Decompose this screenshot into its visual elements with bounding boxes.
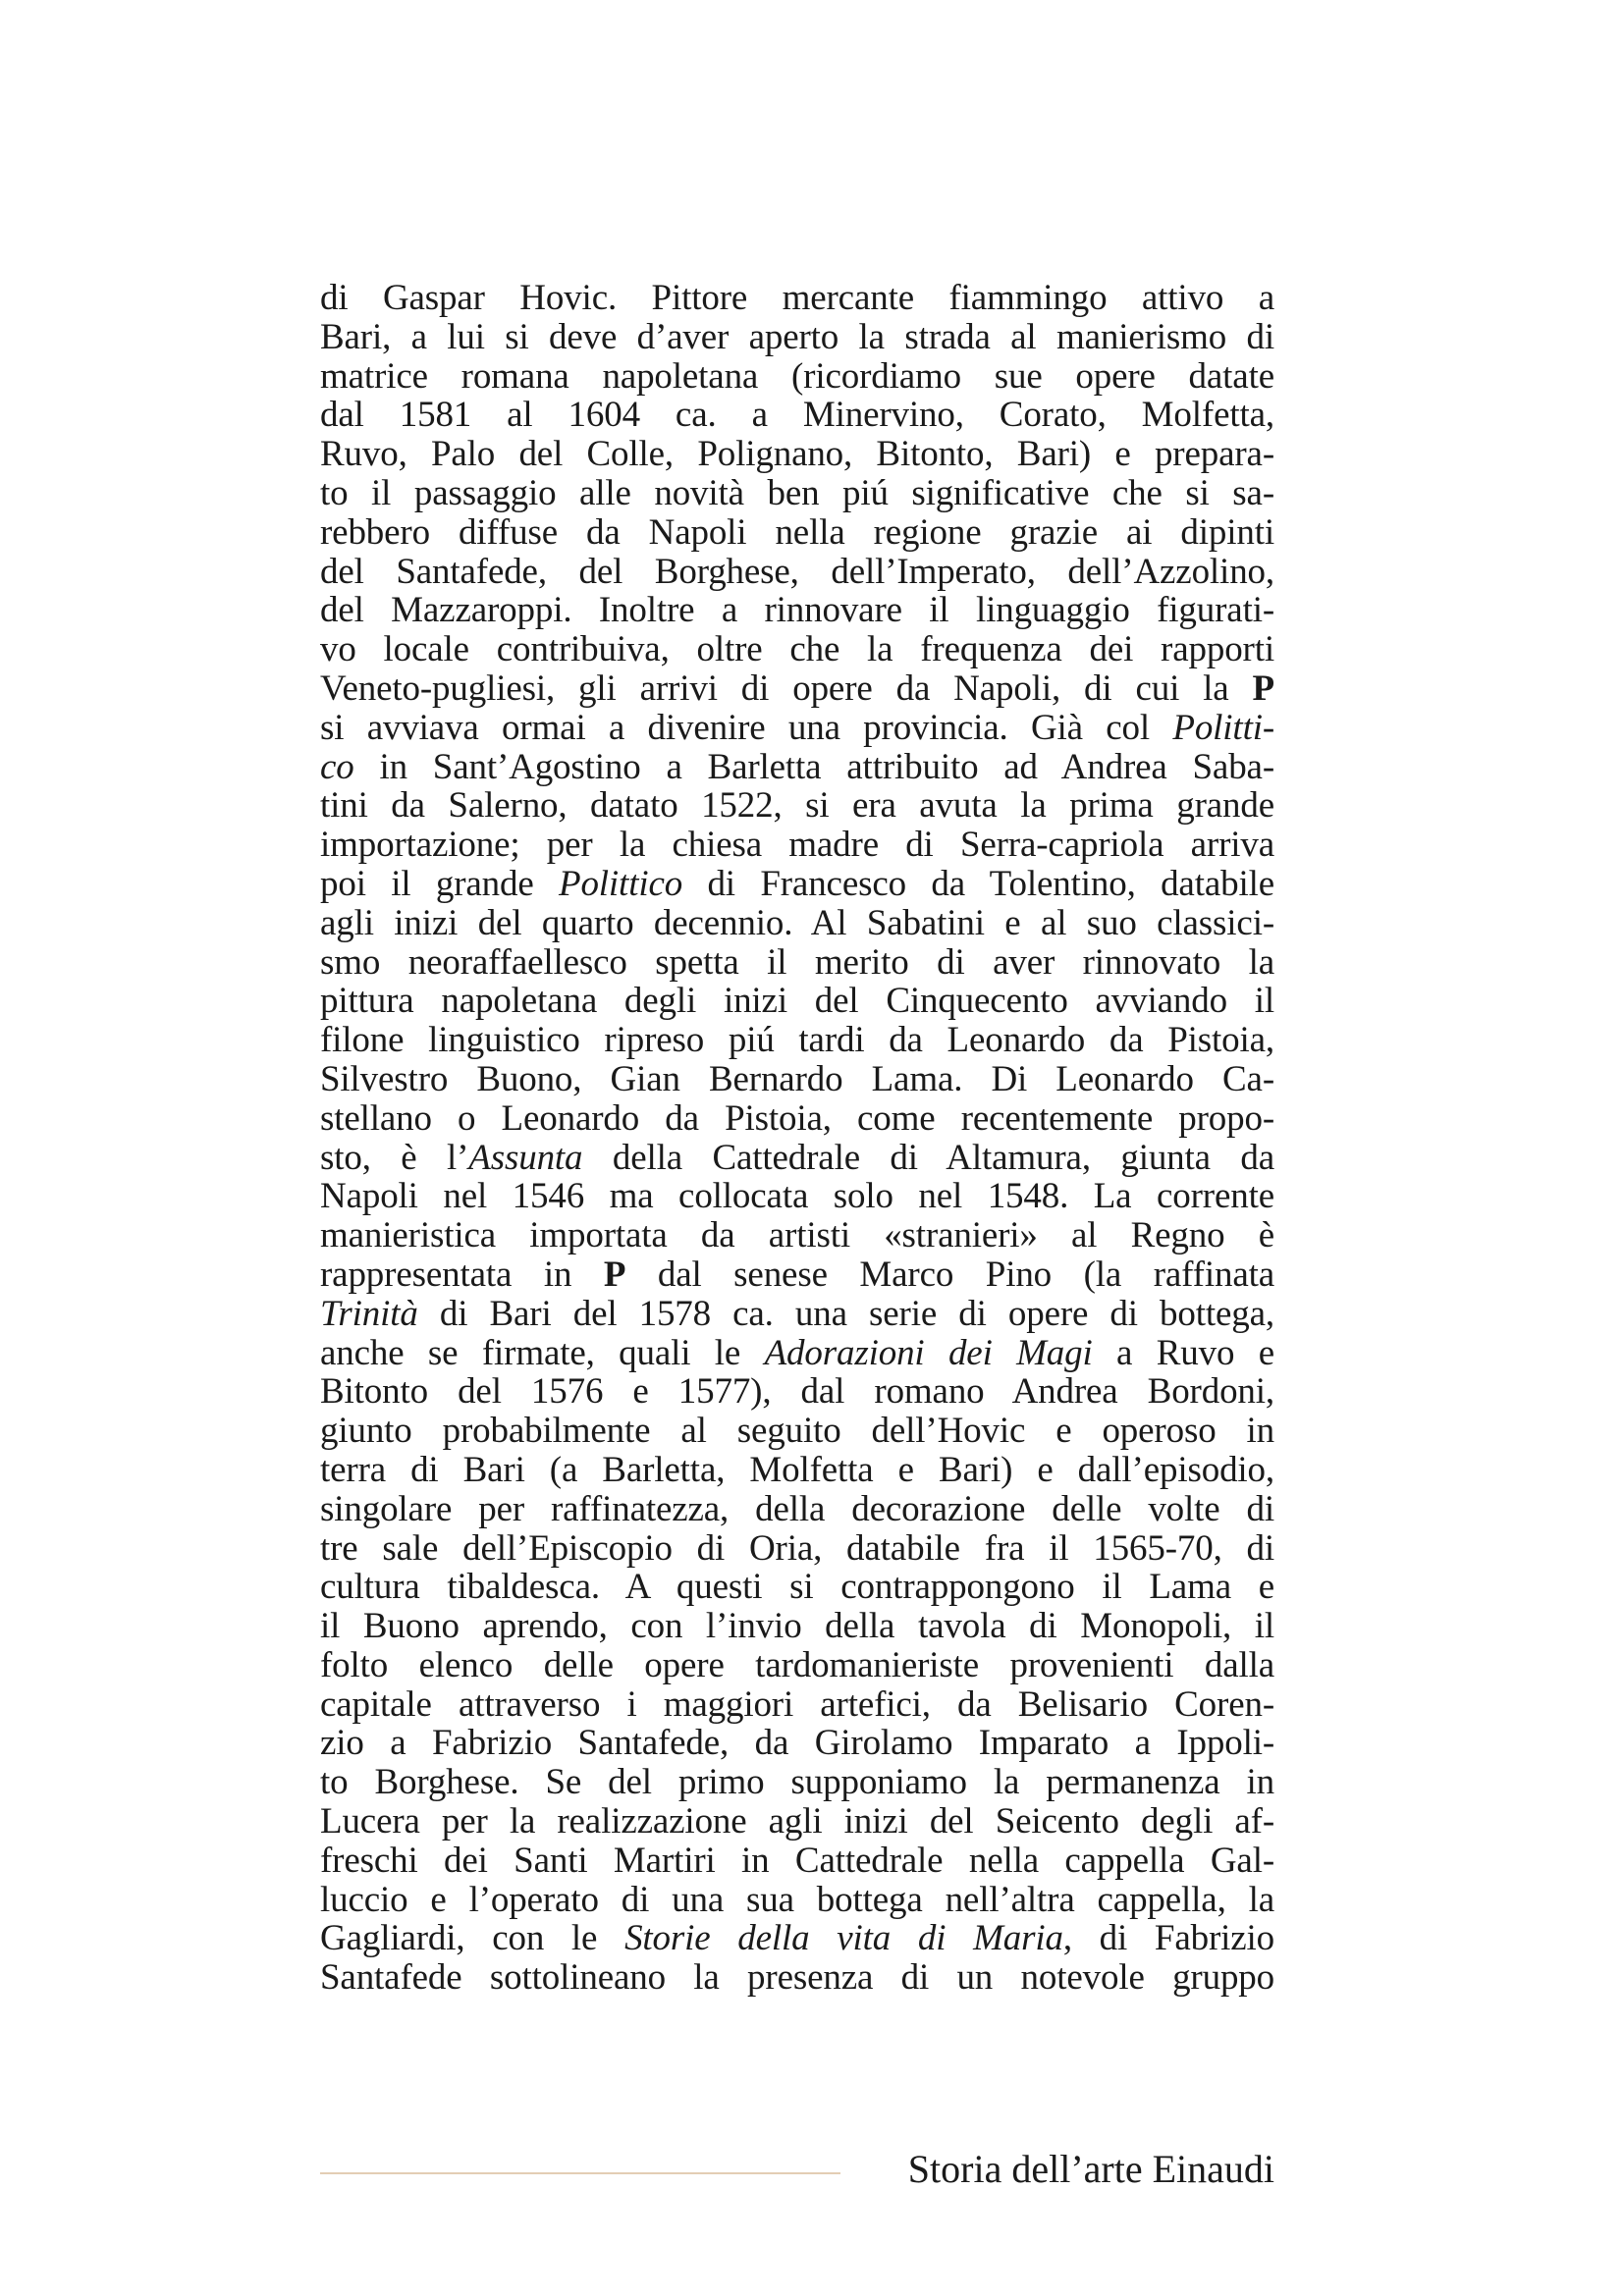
text-run: a Ruvo e [1092, 1332, 1274, 1373]
text-run: Ruvo, Palo del Colle, Polignano, Bitonto, Bari) e prepara- [320, 434, 1274, 475]
text-run: sto, è l’ [320, 1137, 469, 1178]
italic-title: Adorazioni dei Magi [764, 1332, 1093, 1373]
text-run: terra di Bari (a Barletta, Molfetta e Bari) e dall’episodio, [320, 1449, 1274, 1490]
text-line [320, 1958, 1274, 1998]
text-line [320, 1139, 1274, 1178]
text-run: matrice romana napoletana (ricordiamo sue opere datate [320, 355, 1274, 397]
text-line [320, 1763, 1274, 1802]
text-line [320, 865, 1274, 904]
text-line [320, 1099, 1274, 1139]
text-line [320, 748, 1274, 787]
text-run: di Bari del 1578 ca. una serie di opere di bottega, [417, 1293, 1274, 1334]
text-line [320, 1334, 1274, 1373]
text-run: Bitonto del 1576 e 1577), dal romano Andrea Bordoni, [320, 1371, 1274, 1413]
text-line [320, 435, 1274, 474]
text-line [320, 1529, 1274, 1569]
text-line [320, 1724, 1274, 1763]
italic-title: Polittico [559, 863, 683, 904]
italic-title: Assunta [468, 1137, 583, 1178]
text-run: cultura tibaldesca. A questi si contrappongono il Lama e [320, 1567, 1274, 1608]
text-run: , di Fabrizio [1062, 1918, 1274, 1959]
text-line [320, 943, 1274, 983]
text-run: Lucera per la realizzazione agli inizi del Seicento degli af- [320, 1801, 1274, 1842]
text-run: stellano o Leonardo da Pistoia, come recentemente propo- [320, 1097, 1274, 1139]
text-run: importazione; per la chiesa madre di Serra-capriola arriva [320, 825, 1274, 866]
text-line [320, 1177, 1274, 1216]
text-run: folto elenco delle opere tardomanieriste provenienti dalla [320, 1644, 1274, 1685]
text-line [320, 630, 1274, 669]
text-line [320, 1842, 1274, 1881]
text-run: Bari, a lui si deve d’aver aperto la strada al manierismo di [320, 316, 1274, 357]
text-run: tre sale dell’Episcopio di Oria, databile fra il 1565-70, di [320, 1527, 1274, 1569]
text-run: Santafede sottolineano la presenza di un notevole gruppo [320, 1957, 1274, 1999]
text-line [320, 1060, 1274, 1099]
page-footer [320, 2146, 1274, 2193]
text-run: rappresentata in [320, 1254, 604, 1295]
bold-term: P [1252, 667, 1274, 709]
text-line [320, 826, 1274, 865]
text-line [320, 513, 1274, 553]
text-run: il Buono aprendo, con l’invio della tavola di Monopoli, il [320, 1606, 1274, 1647]
text-run: tini da Salerno, datato 1522, si era avuta la prima grande [320, 785, 1274, 827]
text-run: luccio e l’operato di una sua bottega nell’altra cappella, la [320, 1879, 1274, 1920]
text-line [320, 786, 1274, 826]
text-run: singolare per raffinatezza, della decorazione delle volte di [320, 1488, 1274, 1529]
text-run: anche se firmate, quali le [320, 1332, 765, 1373]
text-run: to il passaggio alle novità ben piú significative che si sa- [320, 472, 1274, 513]
footer-rule [320, 2172, 840, 2174]
text-run: in Sant’Agostino a Barletta attribuito ad Andrea Saba- [353, 746, 1274, 787]
text-line [320, 279, 1274, 318]
text-line [320, 669, 1274, 709]
text-line [320, 553, 1274, 592]
text-line [320, 357, 1274, 397]
text-line [320, 1685, 1274, 1725]
text-line [320, 1881, 1274, 1920]
text-run: dal senese Marco Pino (la raffinata [625, 1254, 1274, 1295]
text-run: smo neoraffaellesco spetta il merito di aver rinnovato la [320, 941, 1274, 983]
text-run: capitale attraverso i maggiori artefici, da Belisario Coren- [320, 1683, 1274, 1725]
text-run: filone linguistico ripreso piú tardi da Leonardo da Pistoia, [320, 1020, 1274, 1061]
text-run: zio a Fabrizio Santafede, da Girolamo Imparato a Ippoli- [320, 1723, 1274, 1764]
footer-title: Storia dell’arte Einaudi [907, 2147, 1274, 2191]
italic-title: Storie della vita di Maria [624, 1918, 1063, 1959]
italic-title: co [320, 746, 354, 787]
text-line [320, 1412, 1274, 1451]
text-run: giunto probabilmente al seguito dell’Hovic e operoso in [320, 1411, 1274, 1452]
text-line [320, 1568, 1274, 1607]
text-run: rebbero diffuse da Napoli nella regione grazie ai dipinti [320, 511, 1274, 553]
text-run: Veneto-pugliesi, gli arrivi di opere da Napoli, di cui la [320, 667, 1253, 709]
text-run: Gagliardi, con le [320, 1918, 625, 1959]
text-line [320, 396, 1274, 435]
text-line [320, 1255, 1274, 1295]
text-run: poi il grande [320, 863, 559, 904]
italic-title: Politti- [1172, 707, 1274, 748]
text-line [320, 1372, 1274, 1412]
text-run: di Gaspar Hovic. Pittore mercante fiammingo attivo a [320, 278, 1274, 318]
text-line [320, 1216, 1274, 1255]
body-text [320, 279, 1274, 1998]
text-run: manieristica importata da artisti «stranieri» al Regno è [320, 1215, 1274, 1256]
text-run: del Mazzaroppi. Inoltre a rinnovare il linguaggio figurati- [320, 590, 1274, 631]
text-run: to Borghese. Se del primo supponiamo la permanenza in [320, 1762, 1274, 1803]
text-run: freschi dei Santi Martiri in Cattedrale nella cappella Gal- [320, 1840, 1274, 1881]
text-run: del Santafede, del Borghese, dell’Imperato, dell’Azzolino, [320, 551, 1274, 592]
text-line [320, 1646, 1274, 1685]
text-run: agli inizi del quarto decennio. Al Sabatini e al suo classici- [320, 902, 1274, 943]
text-line [320, 1021, 1274, 1060]
text-run: Napoli nel 1546 ma collocata solo nel 1548. La corrente [320, 1176, 1274, 1217]
text-line [320, 1490, 1274, 1529]
text-line [320, 904, 1274, 943]
text-line [320, 1451, 1274, 1490]
text-line [320, 982, 1274, 1021]
text-line [320, 1295, 1274, 1334]
text-run: di Francesco da Tolentino, databile [682, 863, 1274, 904]
text-line [320, 1607, 1274, 1646]
text-run: si avviava ormai a divenire una provincia. Già col [320, 707, 1173, 748]
text-run: dal 1581 al 1604 ca. a Minervino, Corato, Molfetta, [320, 395, 1274, 436]
text-line [320, 1802, 1274, 1842]
text-line [320, 1919, 1274, 1958]
text-run: della Cattedrale di Altamura, giunta da [582, 1137, 1274, 1178]
text-run: vo locale contribuiva, oltre che la frequenza dei rapporti [320, 629, 1274, 670]
text-run: Silvestro Buono, Gian Bernardo Lama. Di Leonardo Ca- [320, 1058, 1274, 1099]
text-line [320, 591, 1274, 630]
text-line [320, 318, 1274, 357]
text-line [320, 709, 1274, 748]
text-line [320, 474, 1274, 513]
bold-term: P [603, 1254, 626, 1295]
italic-title: Trinità [320, 1293, 418, 1334]
text-run: pittura napoletana degli inizi del Cinquecento avviando il [320, 981, 1274, 1022]
